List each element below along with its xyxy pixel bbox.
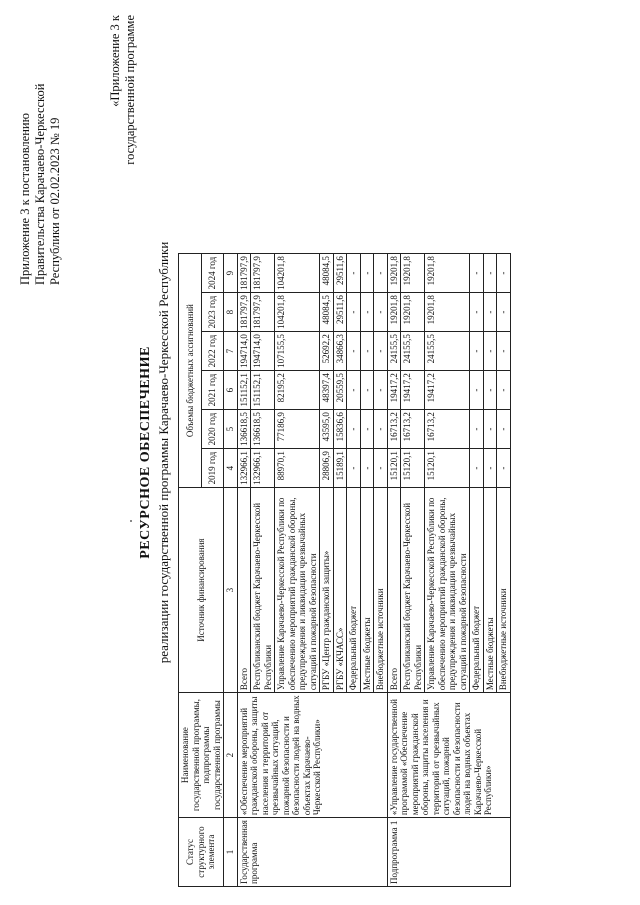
year-header: 2020 год	[201, 410, 224, 449]
col-number: 5	[224, 410, 238, 449]
value-cell: -	[347, 410, 361, 449]
source-cell: Управление Карачаево-Черкесской Республики по обеспечению мероприятий гражданской обороны, предупреждения и ликвидации чрезвычайных ситуаций и пожарной безопасности	[425, 488, 470, 693]
source-cell: Внебюджетные источники	[497, 488, 511, 693]
col-number: 6	[224, 371, 238, 410]
value-cell: 136618,5	[237, 410, 251, 449]
value-cell: -	[360, 293, 374, 332]
value-cell: -	[470, 332, 484, 371]
value-cell: -	[360, 254, 374, 293]
value-cell: 132966,1	[237, 449, 251, 488]
block1-status: Государственная программа	[237, 818, 387, 887]
value-cell: -	[374, 332, 388, 371]
source-cell: Управление Карачаево-Черкесской Республики по обеспечению мероприятий гражданской обороны, предупреждения и ликвидации чрезвычайных ситуаций и пожарной безопасности	[275, 488, 320, 693]
value-cell: 15120,1	[425, 449, 470, 488]
col-number: 8	[224, 293, 238, 332]
source-cell: Федеральный бюджет	[470, 488, 484, 693]
value-cell: -	[470, 449, 484, 488]
source-cell: Внебюджетные источники	[374, 488, 388, 693]
value-cell: 19417,2	[425, 371, 470, 410]
value-cell: 19201,8	[387, 254, 401, 293]
value-cell: -	[347, 371, 361, 410]
value-cell: 194714,0	[237, 332, 251, 371]
value-cell: -	[360, 371, 374, 410]
col-status-header: Статус структурного элемента	[179, 818, 224, 887]
col-number: 4	[224, 449, 238, 488]
value-cell: 77186,9	[275, 410, 320, 449]
source-cell: РГБУ «КЧАСС»	[333, 488, 347, 693]
value-cell: -	[347, 293, 361, 332]
value-cell: 136618,5	[251, 410, 275, 449]
value-cell: 181797,9	[251, 293, 275, 332]
value-cell: 82195,2	[275, 371, 320, 410]
value-cell: 181797,9	[237, 293, 251, 332]
source-cell: РГБУ «Центр гражданской защиты»	[320, 488, 334, 693]
block2-status: Подпрограмма 1	[387, 818, 510, 887]
value-cell: 16713,2	[425, 410, 470, 449]
value-cell: -	[470, 293, 484, 332]
value-cell: -	[497, 410, 511, 449]
block2-name: «Управление государственной программой «Обеспечение мероприятий гражданской обороны, защиты населения и территорий от чрезвычайных ситуаций, пожарной безопасности и безопасности людей на водных объектах Карачаево-Черкесской Республики»	[387, 693, 510, 818]
value-cell: 19417,2	[387, 371, 401, 410]
decree-line-1: Приложение 3 к постановлению	[18, 113, 32, 285]
doc-subtitle: реализации государственной программы Карачаево-Черкесской Республики	[156, 241, 171, 664]
value-cell: 19201,8	[387, 293, 401, 332]
doc-title: РЕСУРСНОЕ ОБЕСПЕЧЕНИЕ	[138, 346, 153, 559]
source-cell: Республиканский бюджет Карачаево-Черкесской Республики	[401, 488, 425, 693]
value-cell: 48397,4	[320, 371, 334, 410]
value-cell: 181797,9	[237, 254, 251, 293]
col-number: 1	[224, 818, 238, 887]
value-cell: 151152,1	[237, 371, 251, 410]
value-cell: -	[483, 332, 497, 371]
value-cell: -	[347, 332, 361, 371]
value-cell: 16713,2	[401, 410, 425, 449]
value-cell: 29511,6	[333, 293, 347, 332]
col-number: 3	[224, 488, 238, 693]
value-cell: -	[470, 410, 484, 449]
year-header: 2019 год	[201, 449, 224, 488]
source-cell: Всего	[237, 488, 251, 693]
value-cell: 15120,1	[387, 449, 401, 488]
value-cell: -	[497, 332, 511, 371]
value-cell: 19201,8	[401, 254, 425, 293]
col-number: 7	[224, 332, 238, 371]
value-cell: 151152,1	[251, 371, 275, 410]
block1-name: «Обеспечение мероприятий гражданской обороны, защиты населения и территорий от чрезвычайных ситуаций, пожарной безопасности и безопасности людей на водных объектах Карачаево-Черкесской Республики»	[237, 693, 387, 818]
value-cell: 19417,2	[401, 371, 425, 410]
value-cell: -	[497, 449, 511, 488]
value-cell: -	[360, 449, 374, 488]
value-cell: 20559,5	[333, 371, 347, 410]
source-cell: Местные бюджеты	[483, 488, 497, 693]
year-header: 2022 год	[201, 332, 224, 371]
value-cell: -	[497, 293, 511, 332]
value-cell: 24155,5	[387, 332, 401, 371]
value-cell: 19201,8	[425, 254, 470, 293]
appendix-header	[108, 15, 138, 215]
decree-line-2: Правительства Карачаево-Черкесской	[33, 83, 47, 285]
value-cell: 15189,1	[333, 449, 347, 488]
value-cell: 104201,8	[275, 254, 320, 293]
value-cell: 48084,5	[320, 254, 334, 293]
value-cell: 104201,8	[275, 293, 320, 332]
value-cell: -	[347, 254, 361, 293]
value-cell: -	[483, 293, 497, 332]
resource-table	[178, 253, 511, 887]
value-cell: 194714,0	[251, 332, 275, 371]
value-cell: -	[374, 293, 388, 332]
source-cell: Всего	[387, 488, 401, 693]
year-header: 2024 год	[201, 254, 224, 293]
value-cell: -	[483, 371, 497, 410]
source-cell: Республиканский бюджет Карачаево-Черкесской Республики	[251, 488, 275, 693]
value-cell: -	[374, 371, 388, 410]
table-row	[387, 254, 401, 887]
col-name-header: Наименование государственной программы, подпрограммы государственной программы	[179, 693, 224, 818]
table-row	[237, 254, 251, 887]
value-cell: -	[483, 410, 497, 449]
source-cell: Местные бюджеты	[360, 488, 374, 693]
appendix-line-2: государственной программе	[123, 15, 137, 165]
value-cell: -	[360, 332, 374, 371]
year-header: 2023 год	[201, 293, 224, 332]
value-cell: -	[374, 410, 388, 449]
col-number: 2	[224, 693, 238, 818]
value-cell: 48084,5	[320, 293, 334, 332]
col-volumes-header: Объемы бюджетных ассигнований	[179, 254, 202, 488]
value-cell: -	[497, 371, 511, 410]
value-cell: 28806,9	[320, 449, 334, 488]
value-cell: -	[483, 254, 497, 293]
appendix-line-1: «Приложение 3 к	[108, 15, 122, 107]
value-cell: -	[483, 449, 497, 488]
value-cell: 132966,1	[251, 449, 275, 488]
value-cell: -	[347, 449, 361, 488]
value-cell: 24155,5	[401, 332, 425, 371]
value-cell: 52692,2	[320, 332, 334, 371]
value-cell: -	[360, 410, 374, 449]
value-cell: 88970,1	[275, 449, 320, 488]
value-cell: 107155,5	[275, 332, 320, 371]
value-cell: 19201,8	[425, 293, 470, 332]
source-cell: Федеральный бюджет	[347, 488, 361, 693]
decree-header	[18, 25, 63, 285]
value-cell: -	[470, 371, 484, 410]
value-cell: -	[374, 449, 388, 488]
value-cell: -	[470, 254, 484, 293]
value-cell: 19201,8	[401, 293, 425, 332]
value-cell: 181797,9	[251, 254, 275, 293]
col-source-header: Источник финансирования	[179, 488, 224, 693]
year-header: 2021 год	[201, 371, 224, 410]
value-cell: -	[374, 254, 388, 293]
col-number: 9	[224, 254, 238, 293]
value-cell: 16713,2	[387, 410, 401, 449]
value-cell: 43595,0	[320, 410, 334, 449]
value-cell: 15120,1	[401, 449, 425, 488]
value-cell: 15836,6	[333, 410, 347, 449]
value-cell: -	[497, 254, 511, 293]
value-cell: 34866,3	[333, 332, 347, 371]
decree-line-3: Республики от 02.02.2023 № 19	[48, 117, 62, 285]
value-cell: 24155,5	[425, 332, 470, 371]
value-cell: 29511,6	[333, 254, 347, 293]
